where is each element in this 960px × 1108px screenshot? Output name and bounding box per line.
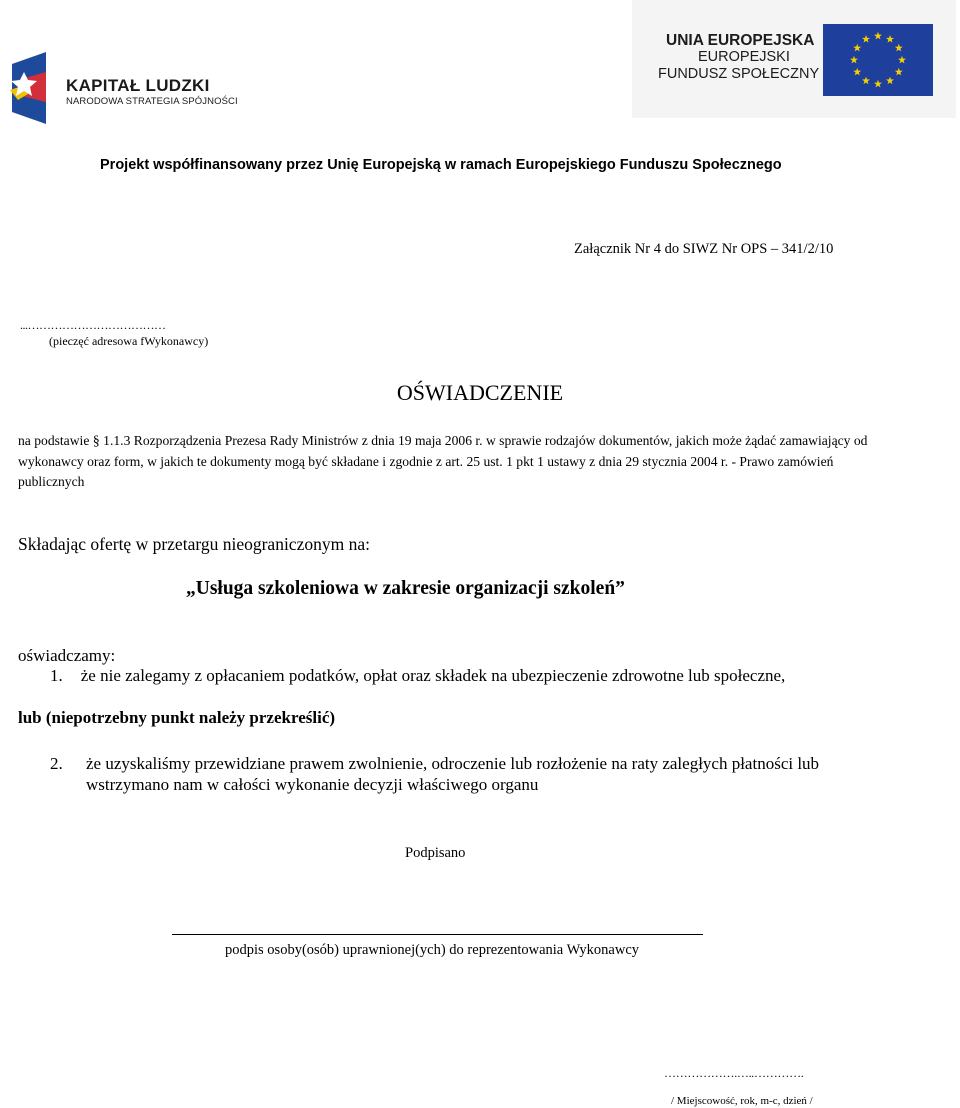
eu-logo-text	[658, 32, 819, 83]
document-heading: OŚWIADCZENIE	[396, 380, 564, 405]
item-2-number: 2.	[50, 754, 63, 773]
annex-reference: Załącznik Nr 4 do SIWZ Nr OPS – 341/2/10	[574, 241, 834, 257]
project-cofinancing-line: Projekt współfinansowany przez Unię Europejską w ramach Europejskiego Funduszu Społecznego	[100, 157, 782, 173]
kapital-ludzki-subtitle: NARODOWA STRATEGIA SPÓJNOŚCI	[66, 96, 238, 107]
kapital-ludzki-emblem-icon	[8, 50, 62, 126]
item-1-number: 1.	[50, 666, 63, 685]
item-2-text: że uzyskaliśmy przewidziane prawem zwolnienie, odroczenie lub rozłożenie na raty zaległych płatności lub wstrzymano nam w całości wykonanie decyzji właściwego organu	[86, 754, 820, 794]
place-date-dots: ……………….…..………….	[664, 1066, 804, 1080]
signature-line[interactable]	[172, 934, 703, 935]
declaration-item-1	[50, 666, 785, 686]
strike-out-note: lub (niepotrzebny punkt należy przekreślić)	[18, 708, 336, 727]
kapital-ludzki-title: KAPITAŁ LUDZKI	[66, 76, 210, 95]
place-date-caption: / Miejscowość, rok, m-c, dzień /	[671, 1095, 813, 1107]
signature-caption: podpis osoby(osób) uprawnionej(ych) do reprezentowania Wykonawcy	[225, 942, 640, 958]
legal-basis-prefix: na podstawie	[18, 433, 90, 448]
signed-label: Podpisano	[405, 845, 466, 861]
offer-intro: Składając ofertę w przetargu nieograniczonym na:	[18, 534, 370, 554]
stamp-label: (pieczęć adresowa fWykonawcy)	[49, 334, 209, 348]
eu-logo-line1: UNIA EUROPEJSKA	[666, 32, 815, 49]
service-title: „Usługa szkoleniowa w zakresie organizacji szkoleń”	[186, 578, 625, 599]
legal-basis-text: 1.1.3 Rozporządzenia Prezesa Rady Ministrów z dnia 19 maja 2006 r. w sprawie rodzajów dokumentów, jakich może żądać zamawiający od wykonawcy oraz form, w jakich te dokumenty mogą być składane i zgodnie z art. 25 ust. 1 pkt 1 ustawy z dnia 29 stycznia 2004 r. - Prawo zamówień publicznych	[18, 433, 868, 489]
eu-flag-icon	[823, 24, 933, 96]
declare-label: oświadczamy:	[18, 646, 116, 665]
item-1-text: że nie zalegamy z opłacaniem podatków, opłat oraz składek na ubezpieczenie zdrowotne lub społeczne,	[80, 666, 786, 685]
eu-logo	[632, 0, 956, 118]
stamp-placeholder-dots: ...………………………………	[20, 318, 166, 332]
section-sign: §	[92, 434, 100, 449]
eu-logo-line2: EUROPEJSKI	[698, 49, 790, 65]
eu-logo-line3: FUNDUSZ SPOŁECZNY	[658, 66, 820, 82]
kapital-ludzki-logo	[8, 50, 238, 128]
legal-basis-paragraph	[18, 431, 868, 492]
